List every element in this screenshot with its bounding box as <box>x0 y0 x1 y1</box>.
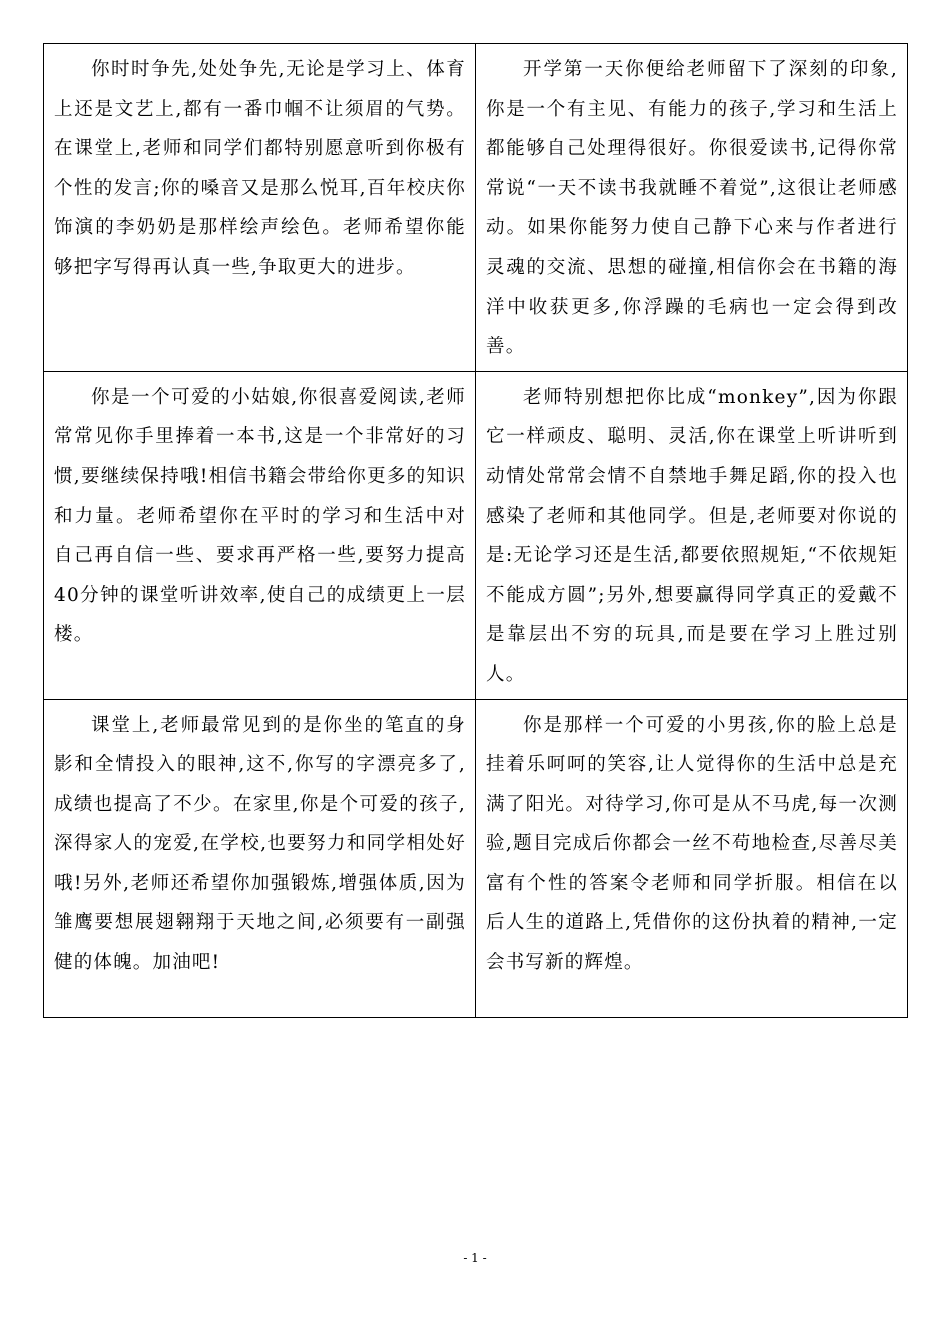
comment-cell <box>476 699 908 1017</box>
comment-text: 老师特别想把你比成“monkey”,因为你跟它一样顽皮、聪明、灵活,你在课堂上听讲听到动情处常常会情不自禁地手舞足蹈,你的投入也感染了老师和其他同学。但是,老师要对你说的是:无论学习还是生活,都要依照规矩,“不依规矩不能成方圆”;另外,想要赢得同学真正的爱戴不是靠层出不穷的玩具,而是要在学习上胜过别人。 <box>486 386 898 685</box>
comment-cell <box>44 44 476 372</box>
comment-cell <box>476 44 908 372</box>
comment-cell <box>476 371 908 699</box>
table-row <box>44 371 908 699</box>
comment-text: 你时时争先,处处争先,无论是学习上、体育上还是文艺上,都有一番巾帼不让须眉的气势。在课堂上,老师和同学们都特别愿意听到你极有个性的发言;你的嗓音又是那么悦耳,百年校庆你饰演的李奶奶是那样绘声绘色。老师希望你能够把字写得再认真一些,争取更大的进步。 <box>54 59 466 278</box>
table-row <box>44 44 908 372</box>
comments-table <box>43 43 908 1018</box>
comment-text: 开学第一天你便给老师留下了深刻的印象,你是一个有主见、有能力的孩子,学习和生活上都能够自己处理得很好。你很爱读书,记得你常常说“一天不读书我就睡不着觉”,这很让老师感动。如果你能努力使自己静下心来与作者进行灵魂的交流、思想的碰撞,相信你会在书籍的海洋中收获更多,你浮躁的毛病也一定会得到改善。 <box>486 59 898 358</box>
comment-text: 你是那样一个可爱的小男孩,你的脸上总是挂着乐呵呵的笑容,让人觉得你的生活中总是充满了阳光。对待学习,你可是从不马虎,每一次测验,题目完成后你都会一丝不苟地检查,尽善尽美富有个性的答案令老师和同学折服。相信在以后人生的道路上,凭借你的这份执着的精神,一定会书写新的辉煌。 <box>486 714 898 974</box>
comment-text: 课堂上,老师最常见到的是你坐的笔直的身影和全情投入的眼神,这不,你写的字漂亮多了,成绩也提高了不少。在家里,你是个可爱的孩子,深得家人的宠爱,在学校,也要努力和同学相处好哦!另外,老师还希望你加强锻炼,增强体质,因为雏鹰要想展翅翱翔于天地之间,必须要有一副强健的体魄。加油吧! <box>54 714 466 974</box>
page-number: - 1 - <box>463 1251 487 1265</box>
table-row <box>44 699 908 1017</box>
comment-cell <box>44 699 476 1017</box>
comment-cell <box>44 371 476 699</box>
comment-text: 你是一个可爱的小姑娘,你很喜爱阅读,老师常常见你手里捧着一本书,这是一个非常好的习惯,要继续保持哦!相信书籍会带给你更多的知识和力量。老师希望你在平时的学习和生活中对自己再自信一些、要求再严格一些,要努力提高40分钟的课堂听讲效率,使自己的成绩更上一层楼。 <box>54 386 466 646</box>
